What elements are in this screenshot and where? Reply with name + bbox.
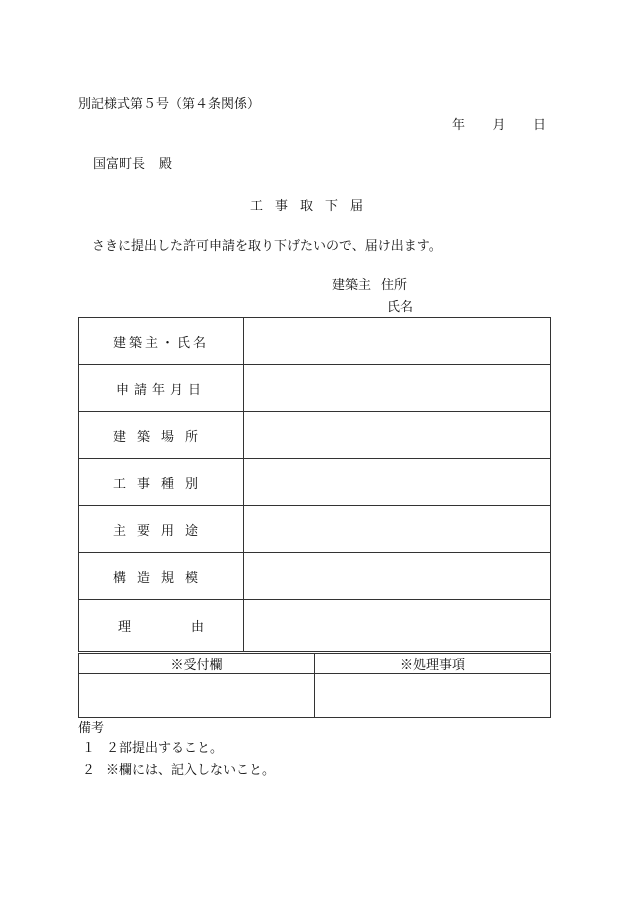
date-year-label: 年	[452, 118, 466, 133]
note-item	[82, 742, 223, 755]
table-row	[79, 553, 551, 600]
row-value-field[interactable]	[244, 600, 551, 652]
row-value-field[interactable]	[244, 459, 551, 506]
applicant-address-line	[332, 279, 407, 292]
date-day-label: 日	[532, 118, 546, 133]
table-row	[79, 654, 551, 674]
date-month-label: 月	[492, 118, 506, 133]
row-label	[79, 600, 244, 652]
reason-label-left: 理	[118, 620, 132, 635]
table-row	[79, 365, 551, 412]
processing-field	[315, 674, 551, 718]
application-table	[78, 317, 551, 652]
note-number: １	[82, 741, 96, 756]
row-label-text: 申請年月日	[115, 382, 206, 398]
table-row	[79, 674, 551, 718]
row-label	[79, 506, 244, 553]
row-label-text: 構造規模	[112, 570, 209, 586]
date-line	[452, 119, 546, 132]
row-label-text: 建築主・氏名	[112, 335, 209, 351]
note-item	[82, 764, 275, 777]
reason-label	[118, 616, 204, 635]
applicant-label: 建築主	[332, 278, 372, 293]
row-label-text: 主要用途	[112, 523, 209, 539]
table-row	[79, 600, 551, 652]
row-label	[79, 412, 244, 459]
row-label-text: 工事種別	[112, 476, 209, 492]
addressee-honorific: 殿	[159, 157, 173, 172]
office-use-table	[78, 653, 551, 718]
note-text: ※欄には、記入しないこと。	[106, 763, 276, 778]
document-title: 工事取下届	[250, 199, 376, 214]
row-value-field[interactable]	[244, 365, 551, 412]
row-value-field[interactable]	[244, 318, 551, 365]
addressee	[93, 158, 172, 171]
addressee-name: 国富町長	[93, 157, 146, 172]
note-number: ２	[82, 763, 96, 778]
table-row	[79, 318, 551, 365]
table-row	[79, 459, 551, 506]
row-label	[79, 365, 244, 412]
table-row	[79, 506, 551, 553]
reception-field	[79, 674, 315, 718]
row-label-text: 建築場所	[112, 429, 209, 445]
form-reference: 別記様式第５号（第４条関係）	[78, 97, 261, 112]
reason-label-right: 由	[190, 620, 204, 635]
row-value-field[interactable]	[244, 553, 551, 600]
note-text: ２部提出すること。	[106, 741, 224, 756]
processing-header: ※処理事項	[315, 654, 551, 674]
row-label	[79, 553, 244, 600]
table-row	[79, 412, 551, 459]
applicant-address-label: 住所	[381, 278, 408, 293]
applicant-name-label: 氏名	[387, 300, 414, 315]
notes-title: 備考	[78, 721, 105, 736]
row-label	[79, 318, 244, 365]
statement-text: さきに提出した許可申請を取り下げたいので、届け出ます。	[92, 239, 442, 254]
row-label	[79, 459, 244, 506]
reception-header: ※受付欄	[79, 654, 315, 674]
row-value-field[interactable]	[244, 412, 551, 459]
row-value-field[interactable]	[244, 506, 551, 553]
